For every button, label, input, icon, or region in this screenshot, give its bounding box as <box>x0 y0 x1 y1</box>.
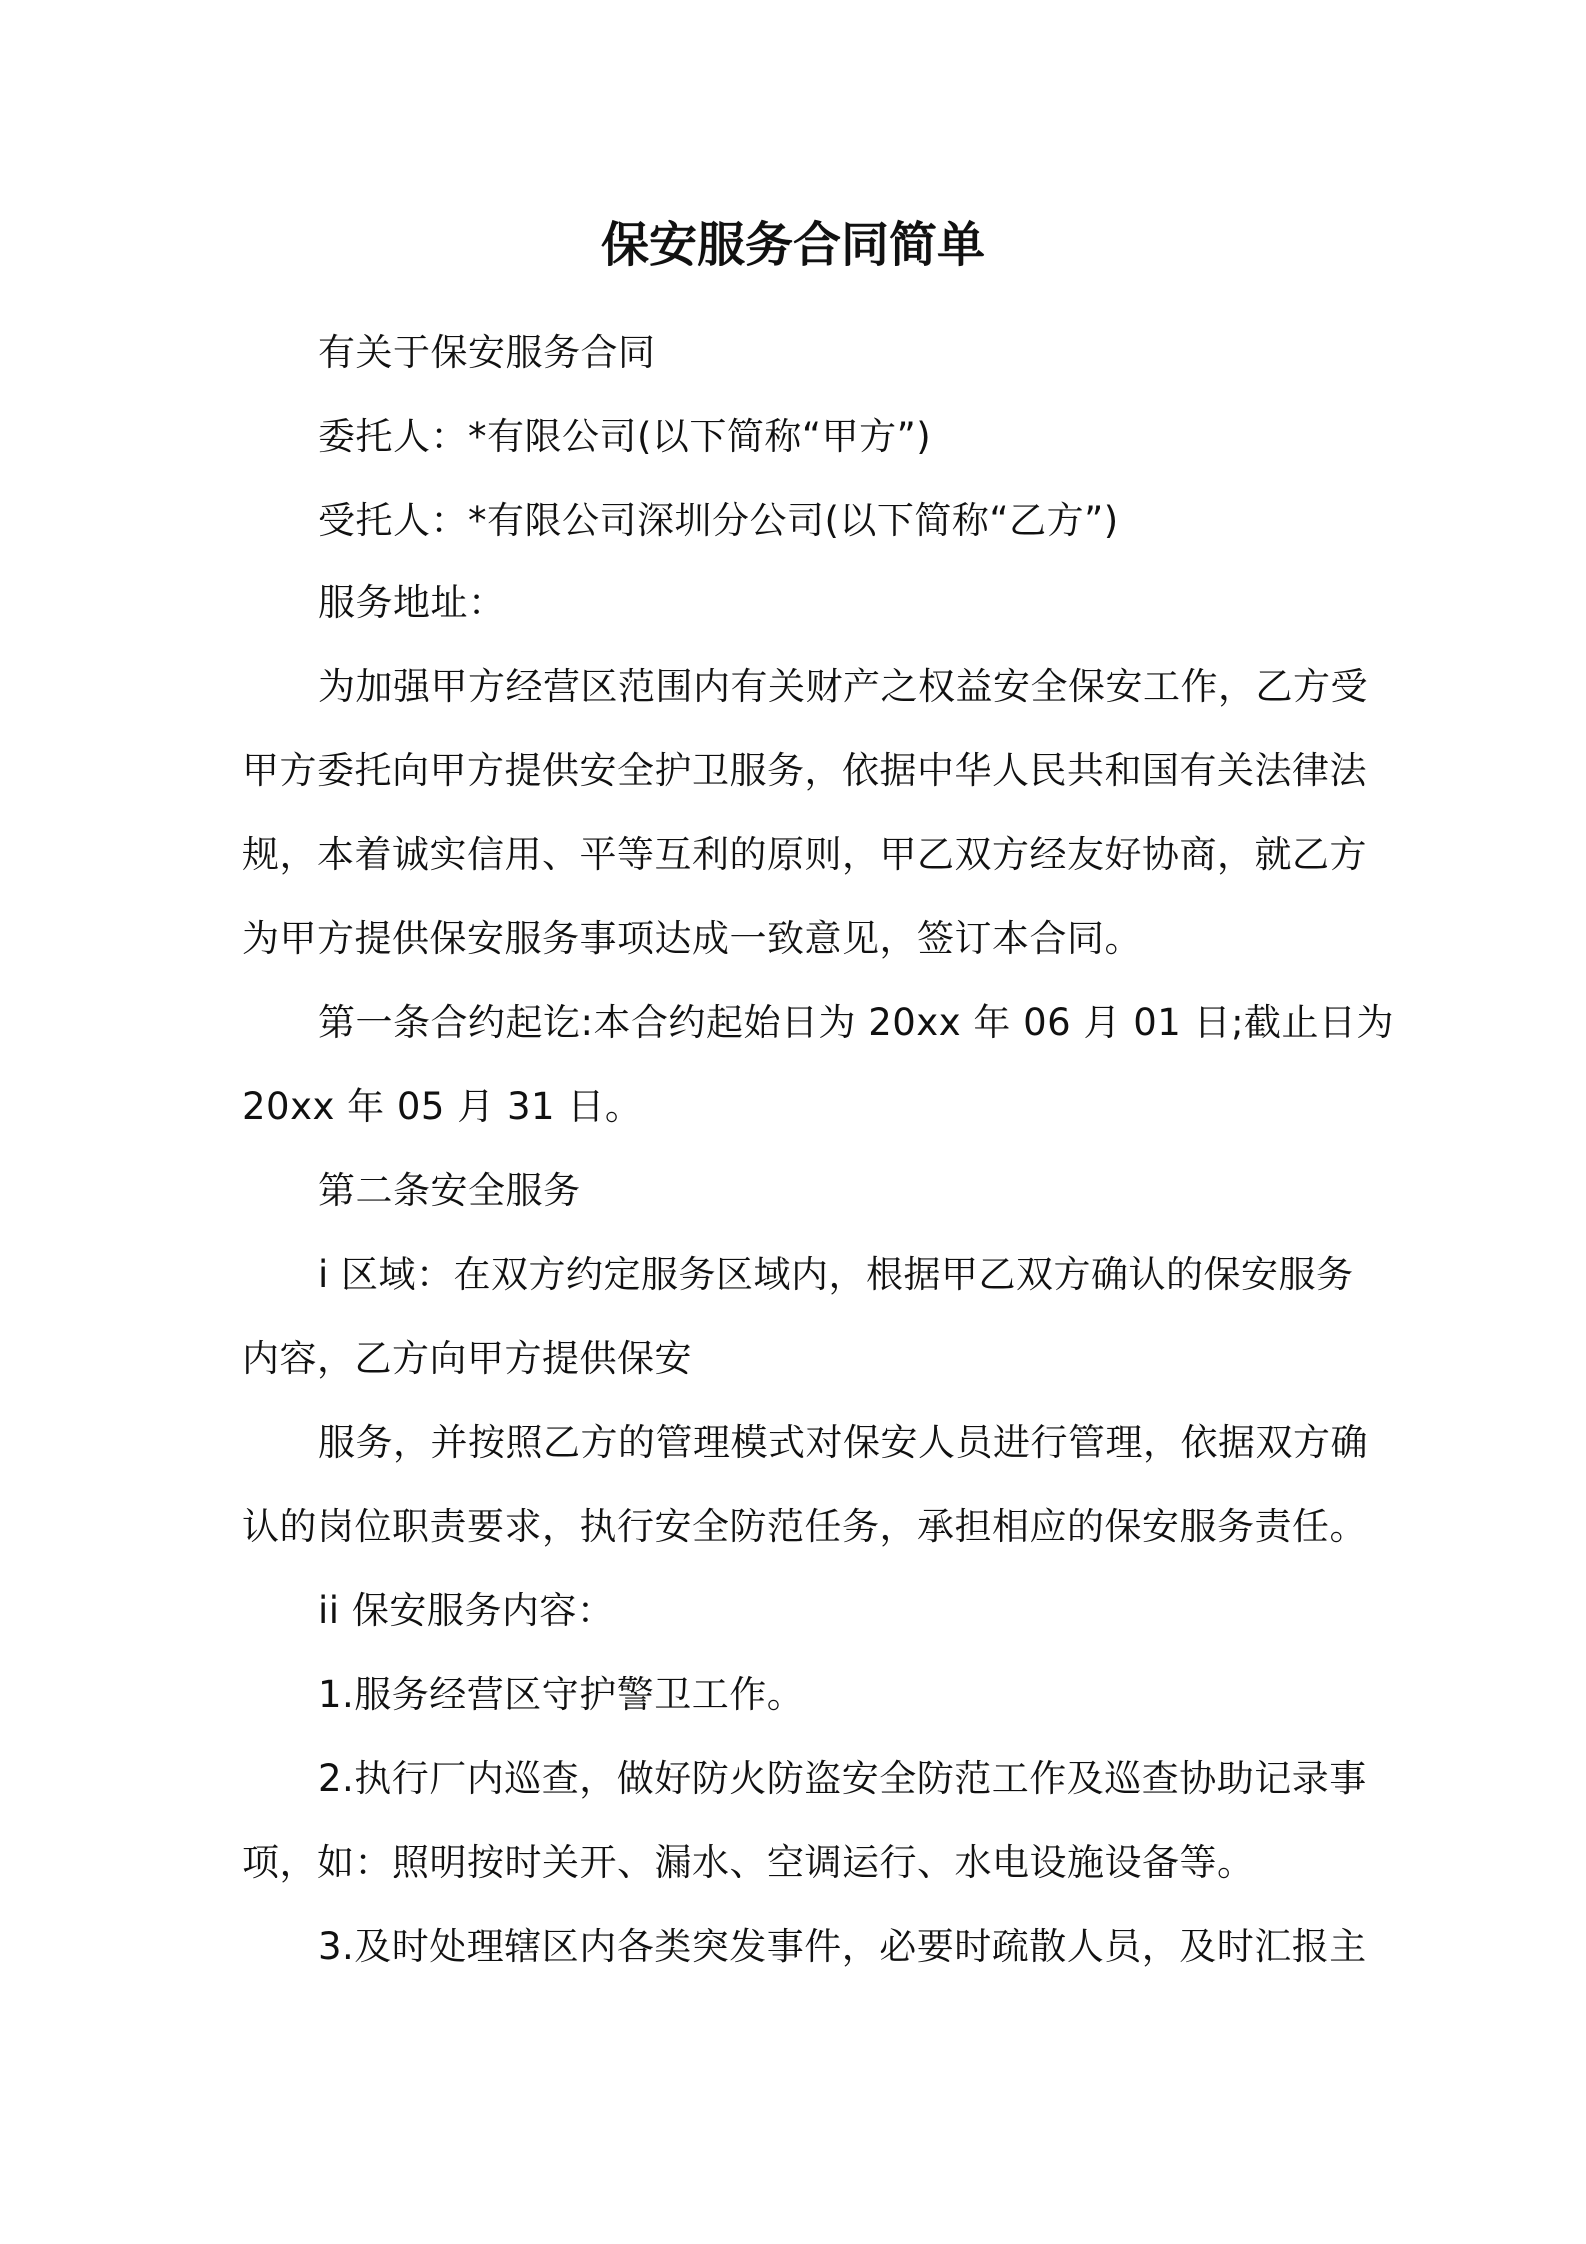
document-title: 保安服务合同简单 <box>600 217 985 273</box>
list-item-1: 1.服务经营区守护警卫工作。 <box>318 1673 805 1716</box>
list-item-3: 3.及时处理辖区内各类突发事件，必要时疏散人员，及时汇报主 <box>318 1925 1367 1968</box>
contractor-line: 受托人：*有限公司深圳分公司(以下简称“乙方”) <box>318 499 1119 542</box>
preamble-line: 规，本着诚实信用、平等互利的原则，甲乙双方经友好协商，就乙方 <box>242 833 1367 876</box>
preamble-line: 为甲方提供保安服务事项达成一致意见，签订本合同。 <box>242 917 1142 960</box>
article-2-heading: 第二条安全服务 <box>318 1169 581 1212</box>
preamble-line: 为加强甲方经营区范围内有关财产之权益安全保安工作，乙方受 <box>318 665 1368 708</box>
service-content-heading: ii 保安服务内容： <box>318 1589 615 1632</box>
contract-heading: 有关于保安服务合同 <box>318 331 656 374</box>
service-address: 服务地址： <box>318 581 506 624</box>
area-clause-line: 内容，乙方向甲方提供保安 <box>242 1337 692 1380</box>
preamble-line: 甲方委托向甲方提供安全护卫服务，依据中华人民共和国有关法律法 <box>242 749 1367 792</box>
client-line: 委托人：*有限公司(以下简称“甲方”) <box>318 415 932 458</box>
list-item-2-cont: 项，如：照明按时关开、漏水、空调运行、水电设施设备等。 <box>242 1841 1255 1884</box>
service-clause-line: 服务，并按照乙方的管理模式对保安人员进行管理，依据双方确 <box>318 1421 1368 1464</box>
service-clause-line: 认的岗位职责要求，执行安全防范任务，承担相应的保安服务责任。 <box>242 1505 1367 1548</box>
article-1-line: 第一条合约起讫:本合约起始日为 20xx 年 06 月 01 日;截止日为 <box>318 1001 1395 1044</box>
list-item-2: 2.执行厂内巡查，做好防火防盗安全防范工作及巡查协助记录事 <box>318 1757 1367 1800</box>
area-clause-line: i 区域：在双方约定服务区域内，根据甲乙双方确认的保安服务 <box>318 1253 1354 1296</box>
article-1-line: 20xx 年 05 月 31 日。 <box>242 1085 643 1128</box>
